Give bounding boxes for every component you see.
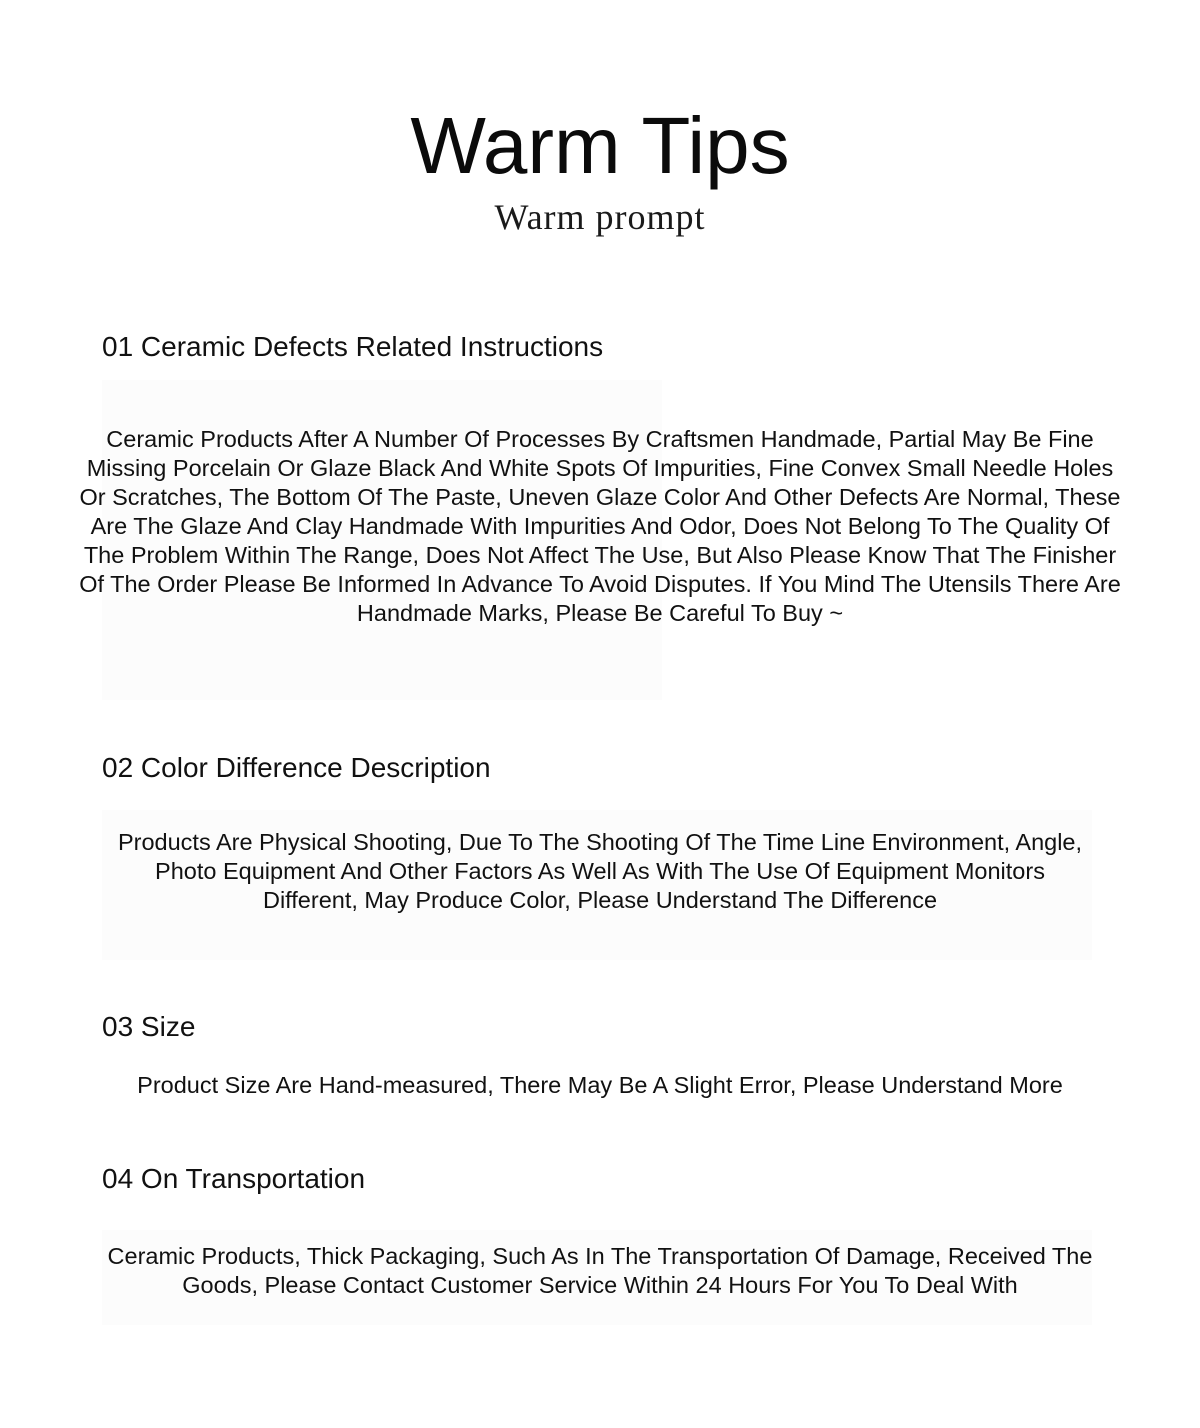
section-body-size: Product Size Are Hand-measured, There May Be A Slight Error, Please Understand More [137, 1072, 1063, 1098]
section-body-transportation: Ceramic Products, Thick Packaging, Such As In The Transportation Of Damage, Received The Goods, Please Contact Customer Service Within 24 Hours For You To Deal With [107, 1243, 1093, 1298]
section-heading-transportation: 04 On Transportation [102, 1163, 366, 1194]
page-title: Warm Tips [410, 101, 790, 190]
section-body-color-difference: Products Are Physical Shooting, Due To The Shooting Of The Time Line Environment, Angle, Photo Equipment And Other Factors As Well As With The Use Of Equipment Monitors Different, May Produce Color, Please Understand The Difference [117, 829, 1083, 913]
section-heading-color-difference: 02 Color Difference Description [102, 752, 491, 783]
section-heading-ceramic-defects: 01 Ceramic Defects Related Instructions [102, 331, 604, 362]
section-body-ceramic-defects: Ceramic Products After A Number Of Processes By Craftsmen Handmade, Partial May Be Fine Missing Porcelain Or Glaze Black And White Spots Of Impurities, Fine Convex Small Needle Holes Or Scratches, The Bottom Of The Paste, Uneven Glaze Color And Other Defects Are Normal, These Are The Glaze And Clay Handmade With Impurities And Odor, Does Not Belong To The Quality Of The Problem Within The Range, Does Not Affect The Use, But Also Please Know That The Finisher Of The Order Please Be Informed In Advance To Avoid Disputes. If You Mind The Utensils There Are Handmade Marks, Please Be Careful To Buy ~ [79, 426, 1121, 626]
section-heading-size: 03 Size [102, 1011, 196, 1042]
page-subtitle: Warm prompt [494, 197, 706, 237]
